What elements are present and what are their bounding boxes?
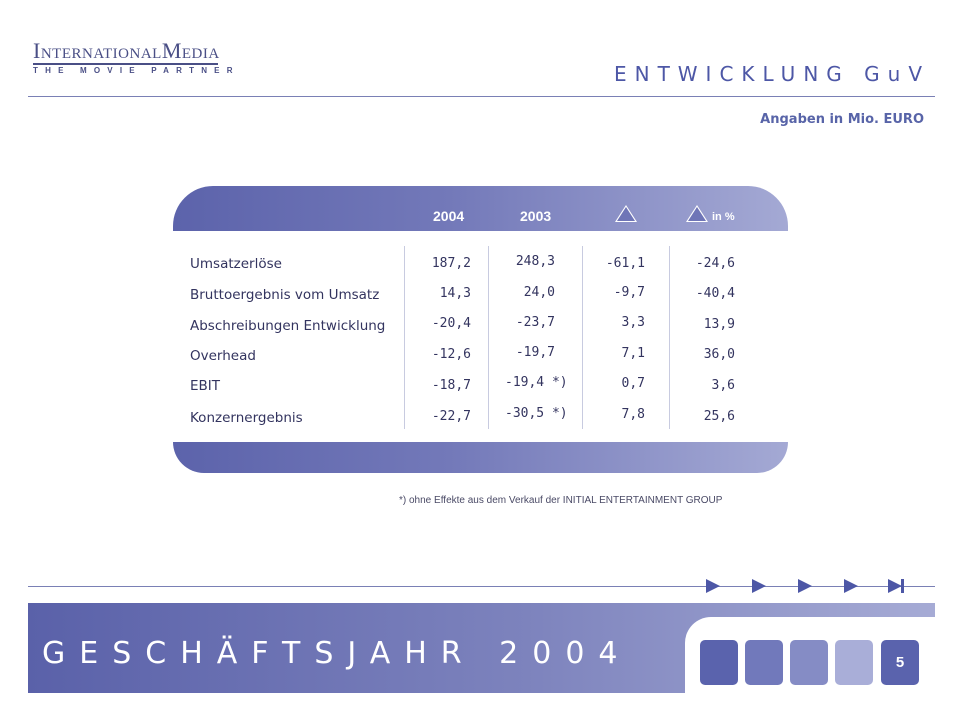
page-square[interactable] <box>835 640 873 685</box>
cell-percent: -24,6 <box>695 256 735 271</box>
page-title: ENTWICKLUNG GuV <box>613 62 930 86</box>
cell-percent: -40,4 <box>695 286 735 301</box>
table-footer-band <box>173 442 788 473</box>
delta-percent-triangle-icon <box>686 205 708 222</box>
cell-2004: -22,7 <box>431 409 471 424</box>
cell-delta: -9,7 <box>613 285 645 300</box>
cell-2004: 187,2 <box>431 256 471 271</box>
play-icon[interactable] <box>706 579 720 593</box>
page-square[interactable] <box>790 640 828 685</box>
row-label: Bruttoergebnis vom Umsatz <box>190 287 380 303</box>
delta-triangle-icon <box>615 205 637 222</box>
play-icon[interactable] <box>752 579 766 593</box>
cell-2003: 248,3 <box>515 254 555 269</box>
cell-delta: 3,3 <box>621 315 645 330</box>
cell-percent: 3,6 <box>711 378 735 393</box>
cell-2003: -23,7 <box>515 315 555 330</box>
column-divider <box>669 246 670 429</box>
cell-2004: 14,3 <box>439 286 471 301</box>
logo-letter-m: M <box>161 38 182 63</box>
column-divider <box>582 246 583 429</box>
column-divider <box>488 246 489 429</box>
company-logo <box>33 38 240 80</box>
row-label: Konzernergebnis <box>190 410 303 426</box>
play-icon[interactable] <box>798 579 812 593</box>
play-icon[interactable] <box>844 579 858 593</box>
cell-percent: 25,6 <box>703 409 735 424</box>
cell-delta: 7,8 <box>621 407 645 422</box>
column-header-percent: in % <box>712 211 735 223</box>
cell-2003: 24,0 <box>523 285 555 300</box>
unit-label: Angaben in Mio. EURO <box>760 112 924 127</box>
skip-end-bar <box>901 579 904 593</box>
cell-percent: 36,0 <box>703 347 735 362</box>
logo-underline <box>33 63 218 65</box>
page-square[interactable] <box>700 640 738 685</box>
cell-2003: -19,4 *) <box>505 375 568 390</box>
cell-2004: -12,6 <box>431 347 471 362</box>
cell-2004: -18,7 <box>431 378 471 393</box>
skip-end-icon[interactable] <box>888 579 902 593</box>
logo-text-media: EDIA <box>181 46 220 62</box>
column-header-2004: 2004 <box>433 208 465 224</box>
footer-title: GESCHÄFTSJAHR 2004 <box>42 636 632 671</box>
row-label: Abschreibungen Entwicklung <box>190 318 386 334</box>
row-label: Umsatzerlöse <box>190 256 282 272</box>
cell-delta: 0,7 <box>621 376 645 391</box>
cell-percent: 13,9 <box>703 317 735 332</box>
logo-tagline: THE MOVIE PARTNER <box>33 66 240 75</box>
header-divider <box>28 96 935 97</box>
row-label: EBIT <box>190 378 221 394</box>
cell-delta: -61,1 <box>605 256 645 271</box>
logo-wordmark <box>33 38 220 64</box>
footnote: *) ohne Effekte aus dem Verkauf der INITIAL ENTERTAINMENT GROUP <box>399 495 723 506</box>
column-divider <box>404 246 405 429</box>
cell-2003: -19,7 <box>515 345 555 360</box>
cell-2004: -20,4 <box>431 316 471 331</box>
cell-delta: 7,1 <box>621 346 645 361</box>
page-square[interactable] <box>745 640 783 685</box>
cell-2003: -30,5 *) <box>505 406 568 421</box>
column-header-2003: 2003 <box>520 208 552 224</box>
logo-text-international: NTERNATIONAL <box>40 46 162 62</box>
logo-letter-i: I <box>33 38 41 63</box>
page-number-badge[interactable]: 5 <box>881 640 919 685</box>
row-label: Overhead <box>190 348 256 364</box>
